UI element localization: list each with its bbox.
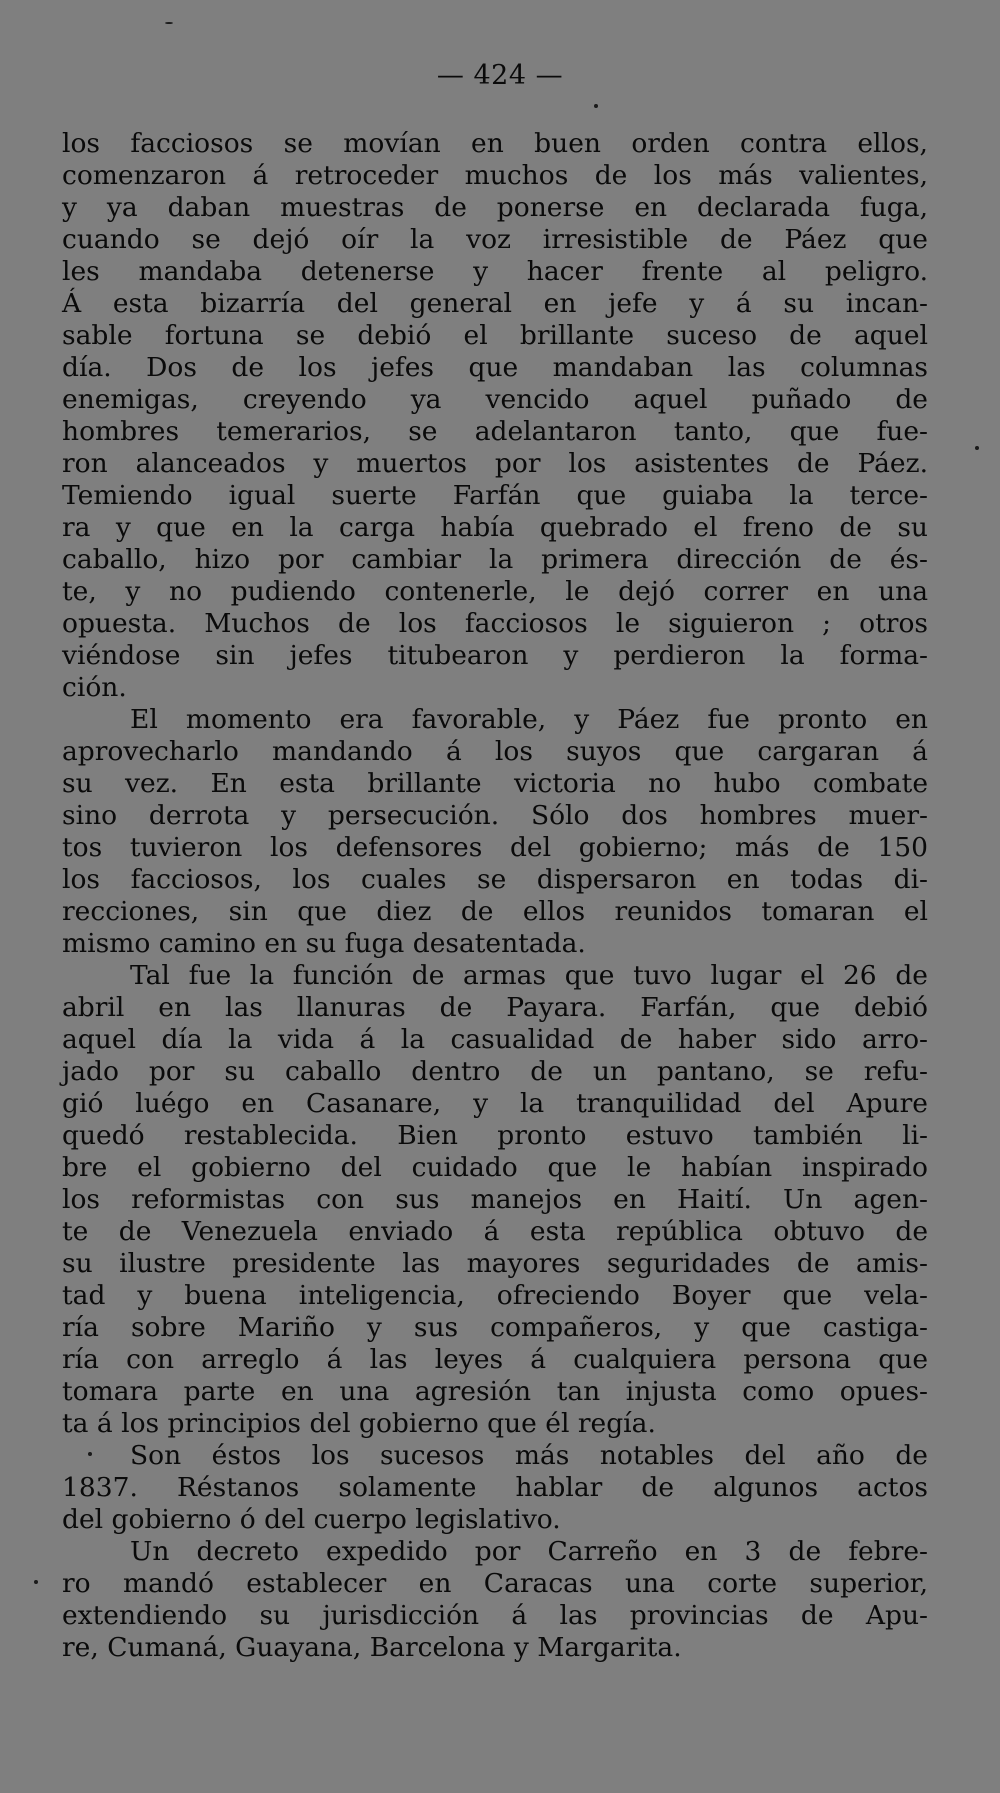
text-line: caballo, hizo por cambiar la primera dirección de és- bbox=[62, 544, 928, 575]
text-line: sino derrota y persecución. Sólo dos hombres muer- bbox=[62, 800, 928, 831]
text-line: del gobierno ó del cuerpo legislativo. bbox=[62, 1504, 561, 1535]
text-line: El momento era favorable, y Páez fue pronto en bbox=[130, 704, 928, 735]
text-line: te, y no pudiendo contenerle, le dejó correr en una bbox=[62, 576, 928, 607]
text-line: ría con arreglo á las leyes á cualquiera persona que bbox=[62, 1344, 928, 1375]
text-line: Un decreto expedido por Carreño en 3 de febre- bbox=[130, 1536, 928, 1567]
text-line: y ya daban muestras de ponerse en declarada fuga, bbox=[62, 192, 928, 223]
text-line: cuando se dejó oír la voz irresistible de Páez que bbox=[62, 224, 928, 255]
text-line: tad y buena inteligencia, ofreciendo Boyer que vela- bbox=[62, 1280, 928, 1311]
text-line: re, Cumaná, Guayana, Barcelona y Margarita. bbox=[62, 1632, 682, 1663]
text-line: Son éstos los sucesos más notables del año de bbox=[130, 1440, 928, 1471]
text-line: bre el gobierno del cuidado que le habían inspirado bbox=[62, 1152, 928, 1183]
text-line: ta á los principios del gobierno que él regía. bbox=[62, 1408, 656, 1439]
text-line: comenzaron á retroceder muchos de los más valientes, bbox=[62, 160, 928, 191]
text-line: aquel día la vida á la casualidad de haber sido arro- bbox=[62, 1024, 928, 1055]
paragraph bbox=[62, 1440, 928, 1536]
text-line: sable fortuna se debió el brillante suceso de aquel bbox=[62, 320, 928, 351]
page-number: — 424 — bbox=[436, 60, 564, 91]
scan-speck bbox=[594, 104, 598, 108]
text-line: su ilustre presidente las mayores seguridades de amis- bbox=[62, 1248, 928, 1279]
text-line: ción. bbox=[62, 672, 127, 703]
text-line: los facciosos, los cuales se dispersaron en todas di- bbox=[62, 864, 928, 895]
text-line: jado por su caballo dentro de un pantano, se refu- bbox=[62, 1056, 928, 1087]
text-line: ría sobre Mariño y sus compañeros, y que castiga- bbox=[62, 1312, 928, 1343]
text-line: viéndose sin jefes titubearon y perdieron la forma- bbox=[62, 640, 928, 671]
paragraph bbox=[62, 960, 928, 1440]
scan-speck bbox=[88, 1452, 92, 1456]
text-line: ra y que en la carga había quebrado el freno de su bbox=[62, 512, 928, 543]
scan-speck bbox=[165, 22, 173, 24]
text-line: te de Venezuela enviado á esta república obtuvo de bbox=[62, 1216, 928, 1247]
body-text bbox=[62, 128, 928, 1664]
text-line: mismo camino en su fuga desatentada. bbox=[62, 928, 586, 959]
text-line: recciones, sin que diez de ellos reunidos tomaran el bbox=[62, 896, 928, 927]
text-line: extendiendo su jurisdicción á las provincias de Apu- bbox=[62, 1600, 928, 1631]
text-line: Temiendo igual suerte Farfán que guiaba la terce- bbox=[62, 480, 928, 511]
text-line: los reformistas con sus manejos en Haití. Un agen- bbox=[62, 1184, 928, 1215]
paragraph bbox=[62, 128, 928, 704]
text-line: opuesta. Muchos de los facciosos le siguieron ; otros bbox=[62, 608, 928, 639]
text-line: tos tuvieron los defensores del gobierno; más de 150 bbox=[62, 832, 928, 863]
text-line: quedó restablecida. Bien pronto estuvo también li- bbox=[62, 1120, 928, 1151]
text-line: les mandaba detenerse y hacer frente al peligro. bbox=[62, 256, 928, 287]
text-line: 1837. Réstanos solamente hablar de algunos actos bbox=[62, 1472, 928, 1503]
text-line: enemigas, creyendo ya vencido aquel puñado de bbox=[62, 384, 928, 415]
text-line: aprovecharlo mandando á los suyos que cargaran á bbox=[62, 736, 928, 767]
paragraph bbox=[62, 704, 928, 960]
text-line: hombres temerarios, se adelantaron tanto, que fue- bbox=[62, 416, 928, 447]
scan-speck bbox=[975, 446, 979, 450]
text-line: abril en las llanuras de Payara. Farfán, que debió bbox=[62, 992, 928, 1023]
text-line: día. Dos de los jefes que mandaban las columnas bbox=[62, 352, 928, 383]
text-line: tomara parte en una agresión tan injusta como opues- bbox=[62, 1376, 928, 1407]
text-line: gió luégo en Casanare, y la tranquilidad del Apure bbox=[62, 1088, 928, 1119]
text-line: ro mandó establecer en Caracas una corte superior, bbox=[62, 1568, 928, 1599]
text-line: los facciosos se movían en buen orden contra ellos, bbox=[62, 128, 928, 159]
scan-speck bbox=[34, 1580, 38, 1584]
text-line: Tal fue la función de armas que tuvo lugar el 26 de bbox=[130, 960, 928, 991]
text-line: Á esta bizarría del general en jefe y á su incan- bbox=[62, 288, 928, 319]
text-line: su vez. En esta brillante victoria no hubo combate bbox=[62, 768, 928, 799]
text-line: ron alanceados y muertos por los asistentes de Páez. bbox=[62, 448, 928, 479]
paragraph bbox=[62, 1536, 928, 1664]
